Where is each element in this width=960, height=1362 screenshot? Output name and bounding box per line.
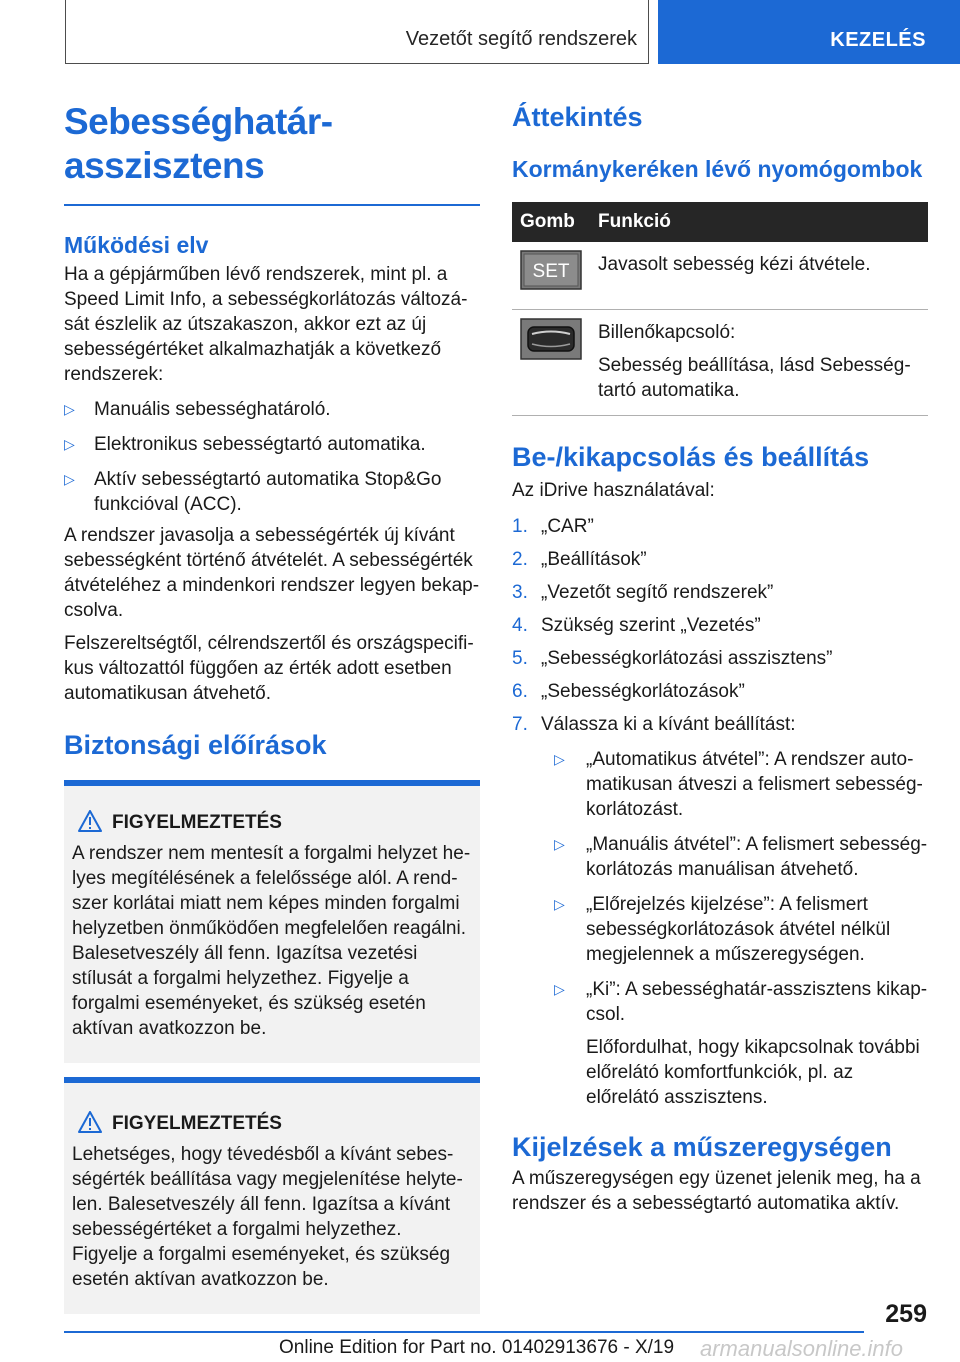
- list-item: 2. „Beállítások”: [512, 549, 647, 570]
- cluster-heading: Kijelzések a műszeregységen: [512, 1132, 892, 1162]
- list-item: ▷ „Előrejelzés kijelzése”: A felismert sebességkorlátozások átvétel nélkül megjelennek a műszeregységen.: [554, 894, 891, 965]
- list-item: ▷ „Ki”: A sebességhatár-asszisztens kikapcsol.: [554, 979, 928, 1025]
- list-item: 1. „CAR”: [512, 516, 594, 537]
- page-title: [64, 100, 480, 188]
- triangle-bullet-icon: ▷: [64, 471, 75, 487]
- warning-title: FIGYELMEZTETÉS: [72, 810, 472, 835]
- list-item: ▷ Aktív sebességtartó automatika Stop&Go funkcióval (ACC).: [64, 469, 442, 515]
- principle-paragraph-2: Felszereltségtől, célrendszertől és országspecifikus változattól függően az érték adott esetben automatikusan átvehető.: [64, 633, 474, 704]
- warning-box: [64, 1077, 480, 1314]
- triangle-bullet-icon: ▷: [64, 401, 75, 417]
- page-title-line1: Sebességhatár-: [64, 101, 333, 142]
- triangle-bullet-icon: ▷: [554, 751, 565, 767]
- page-title-line2: asszisztens: [64, 145, 265, 186]
- svg-text:SET: SET: [532, 261, 570, 282]
- list-item: 7. Válassza ki a kívánt beállítást:: [512, 714, 796, 735]
- list-item: ▷ „Automatikus átvétel”: A rendszer automatikusan átveszi a felismert sebességkorlátozást.: [554, 749, 923, 820]
- page-number: 259: [885, 1300, 927, 1328]
- watermark: armanualsonline.info: [700, 1336, 904, 1361]
- header-section-title: Vezetőt segítő rendszerek: [405, 28, 637, 50]
- footer-edition: Online Edition for Part no. 01402913676 - X/19: [279, 1337, 675, 1358]
- table-header-button: Gomb: [512, 202, 590, 242]
- table-cell-function-title: Billenőkapcsoló:: [598, 322, 736, 343]
- cluster-text: A műszeregységen egy üzenet jelenik meg, ha a rendszer és a sebességtartó automatika aktív.: [512, 1168, 921, 1214]
- rocker-switch-icon: [520, 318, 582, 360]
- safety-heading: Biztonsági előírások: [64, 730, 327, 760]
- table-cell-function: Javasolt sebesség kézi átvétele.: [598, 254, 871, 275]
- triangle-bullet-icon: ▷: [554, 896, 565, 912]
- table-row: [512, 242, 928, 310]
- header-tab-label[interactable]: KEZELÉS: [830, 29, 926, 51]
- triangle-bullet-icon: ▷: [64, 436, 75, 452]
- warning-text: Lehetséges, hogy tévedésből a kívánt sebességérték beállítása vagy megjelenítése helytelen. Balesetveszély áll fenn. Igazítsa a kívánt sebességértéket a forgalmi helyzethez. Figyelje a forgalmi eseményeket, és szükség esetén aktívan avatkozzon be.: [72, 1144, 463, 1290]
- option-note: Előfordulhat, hogy kikapcsolnak további előrelátó komfortfunkciók, pl. az előrelátó asszisztens.: [586, 1037, 920, 1108]
- footer-rule: [64, 1331, 864, 1333]
- table-header-function: Funkció: [590, 202, 928, 242]
- list-item: ▷ Manuális sebességhatároló.: [64, 399, 331, 420]
- warning-triangle-icon: [78, 810, 102, 832]
- buttons-table: [512, 202, 928, 416]
- overview-heading: Áttekintés: [512, 102, 643, 132]
- wheel-buttons-heading: Kormánykeréken lévő nyomógombok: [512, 156, 923, 182]
- onoff-intro: Az iDrive használatával:: [512, 480, 715, 501]
- right-column: [512, 100, 928, 1216]
- left-column: [64, 100, 480, 1314]
- list-item: 6. „Sebességkorlátozások”: [512, 681, 745, 702]
- triangle-bullet-icon: ▷: [554, 981, 565, 997]
- title-rule: [64, 204, 480, 206]
- principle-heading: Működési elv: [64, 232, 209, 258]
- triangle-bullet-icon: ▷: [554, 836, 565, 852]
- list-item: ▷ Elektronikus sebességtartó automatika.: [64, 434, 426, 455]
- warning-text: A rendszer nem mentesít a forgalmi helyzet helyes megítélésének a felelőssége alól. A rendszer korlátai miatt nem képes minden forgalmi helyzetben önműködően megfelelően reagálni. Balesetveszély áll fenn. Igazítsa vezetési stílusát a forgalmi helyzethez. Figyelje a forgalmi eseményeket, és szükség esetén aktívan avatkozzon be.: [72, 843, 471, 1039]
- list-item: 4. Szükség szerint „Vezetés”: [512, 615, 761, 636]
- principle-paragraph-1: A rendszer javasolja a sebességérték új kívánt sebességként történő átvételét. A sebességérték átvételéhez a mindenkori rendszer legyen bekapcsolva.: [64, 525, 480, 621]
- list-item: 5. „Sebességkorlátozási asszisztens”: [512, 648, 833, 669]
- set-button-icon: [520, 250, 582, 290]
- warning-title: FIGYELMEZTETÉS: [72, 1111, 472, 1136]
- list-item: 3. „Vezetőt segítő rendszerek”: [512, 582, 774, 603]
- table-cell-function: Sebesség beállítása, lásd Sebességtartó automatika.: [598, 355, 911, 401]
- list-item: ▷ „Manuális átvétel”: A felismert sebességkorlátozás manuálisan átvehető.: [554, 834, 928, 880]
- principle-intro: Ha a gépjárműben lévő rendszerek, mint pl. a Speed Limit Info, a sebességkorlátozás változását észlelik az útszakaszon, akkor ezt az új sebességértéket alkalmazhatják a következő rendszerek:: [64, 264, 468, 385]
- table-row: [512, 310, 928, 416]
- warning-box: [64, 780, 480, 1063]
- warning-triangle-icon: [78, 1111, 102, 1133]
- onoff-heading: Be-/kikapcsolás és beállítás: [512, 442, 870, 472]
